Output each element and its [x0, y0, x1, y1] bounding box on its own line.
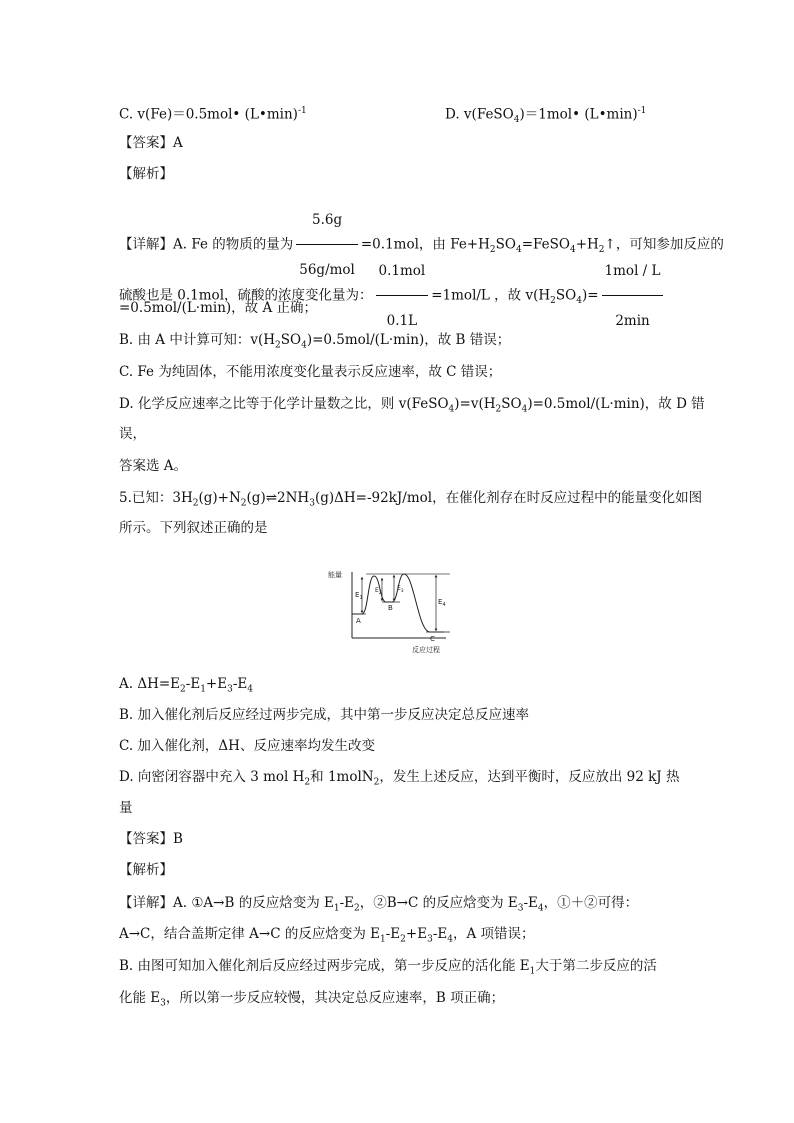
question-5-stem: 5.已知：$3H_2(g)+N_2(g)\rightleftharpoons 2NH_3(g)\Delta H=-92kJ$/mol，在催化剂存在时反应过程中的能量变化如图: [119, 490, 703, 509]
option-a: A. $\Delta H=E_2-E_1+E_3-E_4$: [119, 676, 253, 695]
detail-a-line3: =0.5mol/(L·min)，故 A 正确；: [119, 300, 318, 316]
detail-a-line2: 硫酸也是 0.1mol，硫酸的浓度变化量为： $\frac{\text{0.1mol}}{0.1L}$ =1mol/L ，故 $v(H_2SO_4)=$ $\frac{\text{1mol / L}}{2\min}$: [119, 249, 666, 343]
label-c: C: [430, 635, 435, 643]
fraction-concentration: $\frac{\text{0.1mol}}{0.1L}$: [376, 249, 429, 343]
option-d-q5: D. 向密闭容器中充入 3 mol $H_2$和 1molN$_2$，发生上述反应，达到平衡时，反应放出 92 kJ 热: [119, 769, 680, 788]
detail-a-line1: 【详解】A. Fe 的物质的量为 $\frac{5.6g}{\text{56g/mol}}$ =0.1mol，由 $Fe+H_2SO_4=FeSO_4+H_2↑$，可知参加反应的: [119, 198, 724, 292]
detail-d: D. 化学反应速率之比等于化学计量数之比，则 $v(FeSO_4)=v(H_2SO_4)=0.5mol/(L\cdot\min)$，故 D 错: [119, 396, 705, 415]
q5-detail-b-line1: B. 由图可知加入催化剂后反应经过两步完成，第一步反应的活化能 $E_1$大于第二步反应的活: [119, 958, 657, 977]
detail-c: C. Fe 为纯固体，不能用浓度变化量表示反应速率，故 C 错误；: [119, 364, 502, 380]
answer-label-q5: 【答案】B: [119, 831, 183, 847]
option-d: D. v(FeSO$_4$)＝1mol• (L•min)$^{-1}$: [445, 106, 647, 126]
fraction-rate: $\frac{\text{1mol / L}}{2\min}$: [602, 249, 664, 343]
answer-label: 【答案】A: [119, 135, 183, 151]
option-b: B. 加入催化剂后反应经过两步完成，其中第一步反应决定总反应速率: [119, 707, 530, 723]
label-e1: $E_1$: [355, 591, 363, 601]
label-a: A: [356, 617, 361, 625]
option-d-q5-cont: 量: [119, 800, 133, 816]
fraction-mass-over-molar-mass: $\frac{5.6g}{\text{56g/mol}}$: [296, 198, 358, 292]
option-c: C. v(Fe)＝0.5mol• (L•min)$^{-1}$: [119, 106, 307, 123]
energy-profile-diagram: [326, 564, 458, 656]
energy-curve: [352, 574, 444, 632]
x-axis-label: 反应过程: [412, 646, 440, 654]
analysis-label-q5: 【解析】: [119, 862, 173, 878]
detail-b: B. 由 A 中计算可知：$v(H_2SO_4)=0.5mol/(L\cdot\min)$，故 B 错误；: [119, 332, 511, 351]
final-answer: 答案选 A。: [119, 458, 188, 474]
q5-detail-a-line1: 【详解】A. ①A→B 的反应焓变为 $E_1-E_2$，②B→C 的反应焓变为 $E_3-E_4$，①＋②可得：: [119, 895, 639, 914]
q5-detail-a-line2: A→C，结合盖斯定律 A→C 的反应焓变为 $E_1-E_2+E_3-E_4$，A 项错误；: [119, 926, 535, 945]
option-c-q5: C. 加入催化剂，ΔH、反应速率均发生改变: [119, 738, 375, 754]
q5-detail-b-line2: 化能 $E_3$，所以第一步反应较慢，其决定总反应速率，B 项正确；: [119, 990, 505, 1009]
label-e2: $E_2$: [375, 587, 382, 596]
label-b: B: [388, 604, 393, 612]
label-e3: $E_3$: [397, 585, 404, 594]
label-e4: $E_4$: [438, 598, 446, 608]
analysis-label: 【解析】: [119, 166, 173, 182]
detail-d-cont: 误，: [119, 426, 146, 442]
y-axis-label: 能量: [328, 571, 342, 579]
question-5-stem-cont: 所示。下列叙述正确的是: [119, 520, 268, 536]
